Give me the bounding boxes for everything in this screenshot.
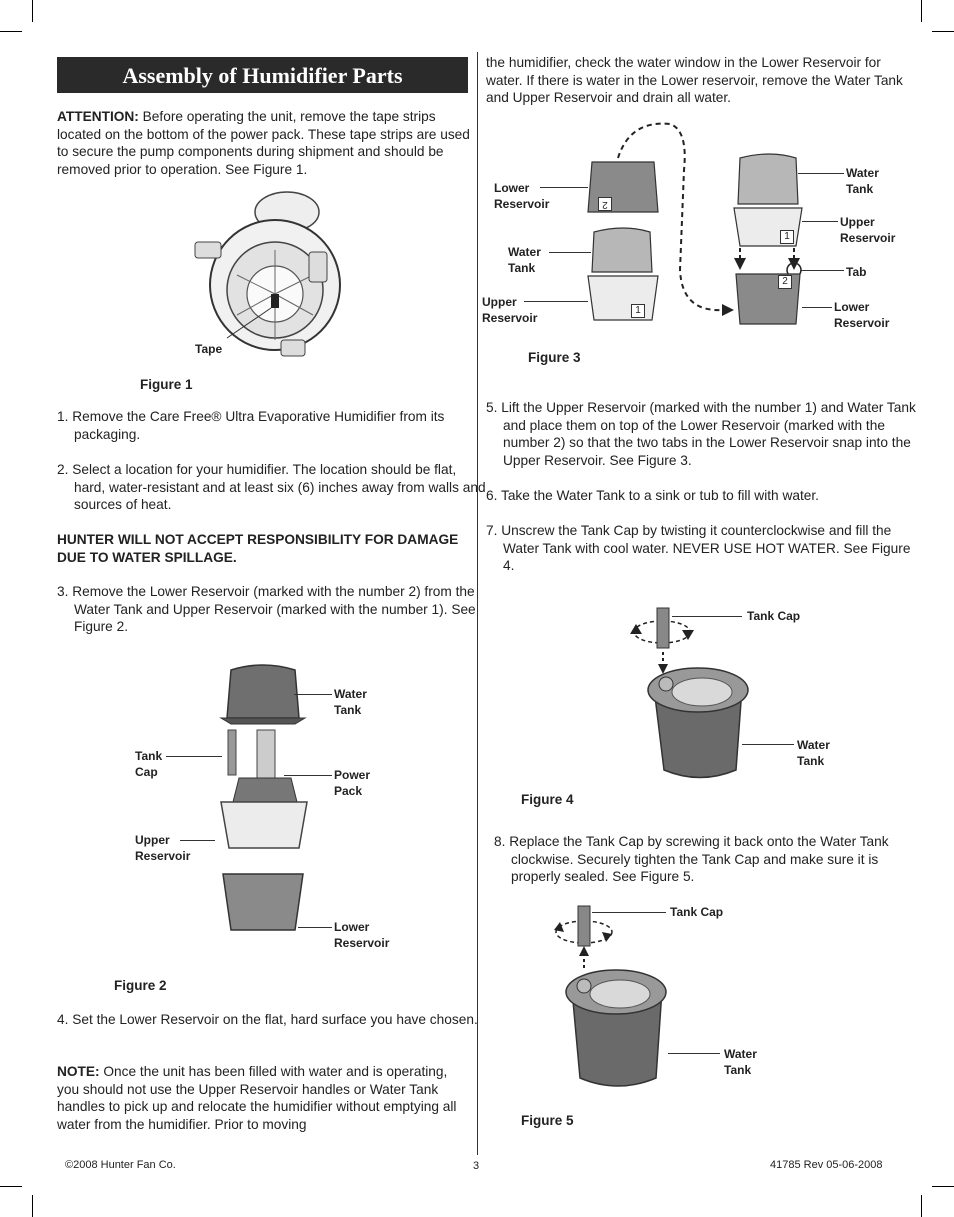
crop-mark [921,1195,922,1217]
fig3-mark-2-right: 2 [778,275,792,289]
fig3-mark-1-left: 1 [631,304,645,318]
leader-line [180,840,215,841]
leader-line [668,1053,720,1054]
figure-2-illustration [215,660,315,940]
step-7: 7. Unscrew the Tank Cap by twisting it counterclockwise and fill the Water Tank with cool water. NEVER USE HOT WATER. See Figure 4. [486,523,911,574]
fig2-label-lower-reservoir-line2: Reservoir [334,936,390,950]
note-label: NOTE: [57,1064,100,1079]
fig3-label-lower-reservoir-right [834,299,889,331]
crop-mark [921,0,922,22]
fig4-label-water-tank [797,737,830,769]
step-2: 2. Select a location for your humidifier. The location should be flat, hard, water-resistant and at least six (6) inches away from walls and sources of heat. [57,462,486,513]
note-paragraph [57,1063,472,1133]
fig4-label-tank-cap: Tank Cap [747,609,801,623]
crop-mark [0,31,22,32]
fig3-label-lower-reservoir-right-line1: Lower [834,300,870,314]
fig2-label-upper-reservoir [135,832,190,864]
fig2-label-upper-reservoir-line1: Upper [135,833,170,847]
leader-line [742,744,794,745]
fig3-label-tab: Tab [846,265,867,279]
fig3-label-upper-reservoir-left-line2: Reservoir [482,311,538,325]
fig3-label-lower-reservoir-right-line2: Reservoir [834,316,890,330]
footer-page-number: 3 [473,1160,480,1172]
figure-1-caption: Figure 1 [140,377,193,392]
fig2-label-tank-cap-line2: Cap [135,765,158,779]
fig2-label-water-tank-line2: Tank [334,703,362,717]
fig5-label-water-tank [724,1046,757,1078]
footer-copyright: ©2008 Hunter Fan Co. [65,1159,176,1171]
fig2-label-water-tank [334,686,367,718]
fig3-label-lower-reservoir-left [494,180,549,212]
fig5-label-tank-cap: Tank Cap [670,905,724,919]
fig3-label-water-tank-right-line1: Water [846,166,879,180]
leader-line [298,927,332,928]
continued-paragraph: the humidifier, check the water window in the Lower Reservoir for water. If there is water in the Lower reservoir, remove the Water Tank and Upper Reservoir and drain all water. [486,55,903,106]
leader-line [798,173,844,174]
step-8: 8. Replace the Tank Cap by screwing it back onto the Water Tank clockwise. Securely tighten the Tank Cap and make sure it is properly sealed. See Figure 5. [494,834,889,885]
figure-5-illustration [550,900,680,1095]
leader-line [549,252,591,253]
crop-mark [32,0,33,22]
leader-line [294,694,332,695]
leader-line [166,756,222,757]
step-1: 1. Remove the Care Free® Ultra Evaporative Humidifier from its packaging. [57,409,445,442]
figure-4-caption: Figure 4 [521,792,574,807]
fig3-label-lower-reservoir-left-line1: Lower [494,181,530,195]
fig2-label-power-pack-line1: Power [334,768,371,782]
fig4-label-water-tank-line1: Water [797,738,830,752]
footer-revision: 41785 Rev 05-06-2008 [770,1159,883,1171]
crop-mark [0,1186,22,1187]
crop-mark [32,1195,33,1217]
leader-line [592,912,666,913]
fig3-label-upper-reservoir-right [840,214,895,246]
fig3-label-upper-reservoir-left [482,294,537,326]
fig2-label-water-tank-line1: Water [334,687,367,701]
attention-paragraph [57,108,472,178]
fig2-label-upper-reservoir-line2: Reservoir [135,849,191,863]
step-3: 3. Remove the Lower Reservoir (marked with the number 2) from the Water Tank and Upper Reservoir (marked with the number 1). See Figure 2. [57,584,476,635]
attention-label: ATTENTION: [57,109,139,124]
fig3-mark-1-right: 1 [780,230,794,244]
leader-line [802,307,832,308]
fig5-label-water-tank-line2: Tank [724,1063,752,1077]
section-title: Assembly of Humidifier Parts [57,57,468,93]
fig2-label-power-pack [334,767,370,799]
figure-3-illustration [580,120,820,330]
fig3-label-water-tank-right [846,165,879,197]
figure-3-caption: Figure 3 [528,350,581,365]
fig3-label-water-tank-left-line2: Tank [508,261,536,275]
fig3-label-upper-reservoir-left-line1: Upper [482,295,517,309]
leader-line [672,616,742,617]
fig3-label-water-tank-right-line2: Tank [846,182,874,196]
fig3-label-water-tank-left-line1: Water [508,245,541,259]
fig2-label-lower-reservoir-line1: Lower [334,920,370,934]
fig3-mark-2-left: 2 [598,197,612,211]
fig2-label-tank-cap-line1: Tank [135,749,163,763]
leader-line [524,301,588,302]
fig3-label-upper-reservoir-right-line2: Reservoir [840,231,896,245]
fig3-label-water-tank-left [508,244,541,276]
leader-line [800,270,844,271]
figure-4-illustration [630,600,760,785]
attention-text: Before operating the unit, remove the tape strips located on the bottom of the power pack. These tape strips are used to secure the pump components during shipment and should be removed prior to operation. See Figure 1. [57,109,470,177]
leader-line [284,775,332,776]
figure-5-caption: Figure 5 [521,1113,574,1128]
fig5-label-water-tank-line1: Water [724,1047,757,1061]
leader-line [802,221,838,222]
step-5: 5. Lift the Upper Reservoir (marked with the number 1) and Water Tank and place them on top of the Lower Reservoir (marked with the number 2) so that the two tabs in the Lower Reservoir snap into the Upper Reservoir. See Figure 3. [486,400,916,468]
figure-2-caption: Figure 2 [114,978,167,993]
fig3-label-upper-reservoir-right-line1: Upper [840,215,875,229]
crop-mark [932,31,954,32]
fig2-label-lower-reservoir [334,919,389,951]
fig4-label-water-tank-line2: Tank [797,754,825,768]
fig2-label-power-pack-line2: Pack [334,784,363,798]
fig2-label-tank-cap [135,748,162,780]
step-6: 6. Take the Water Tank to a sink or tub to fill with water. [486,488,819,503]
fig3-label-lower-reservoir-left-line2: Reservoir [494,197,550,211]
fig1-label-tape: Tape [195,342,223,356]
leader-line [540,187,588,188]
step-4: 4. Set the Lower Reservoir on the flat, hard surface you have chosen. [57,1012,478,1027]
crop-mark [932,1186,954,1187]
note-text: Once the unit has been filled with water and is operating, you should not use the Upper Reservoir handles or Water Tank handles to pick up and relocate the humidifier without emptying all water from the humidifier. Prior to moving [57,1064,457,1132]
warning-text: HUNTER WILL NOT ACCEPT RESPONSIBILITY FOR DAMAGE DUE TO WATER SPILLAGE. [57,532,459,565]
